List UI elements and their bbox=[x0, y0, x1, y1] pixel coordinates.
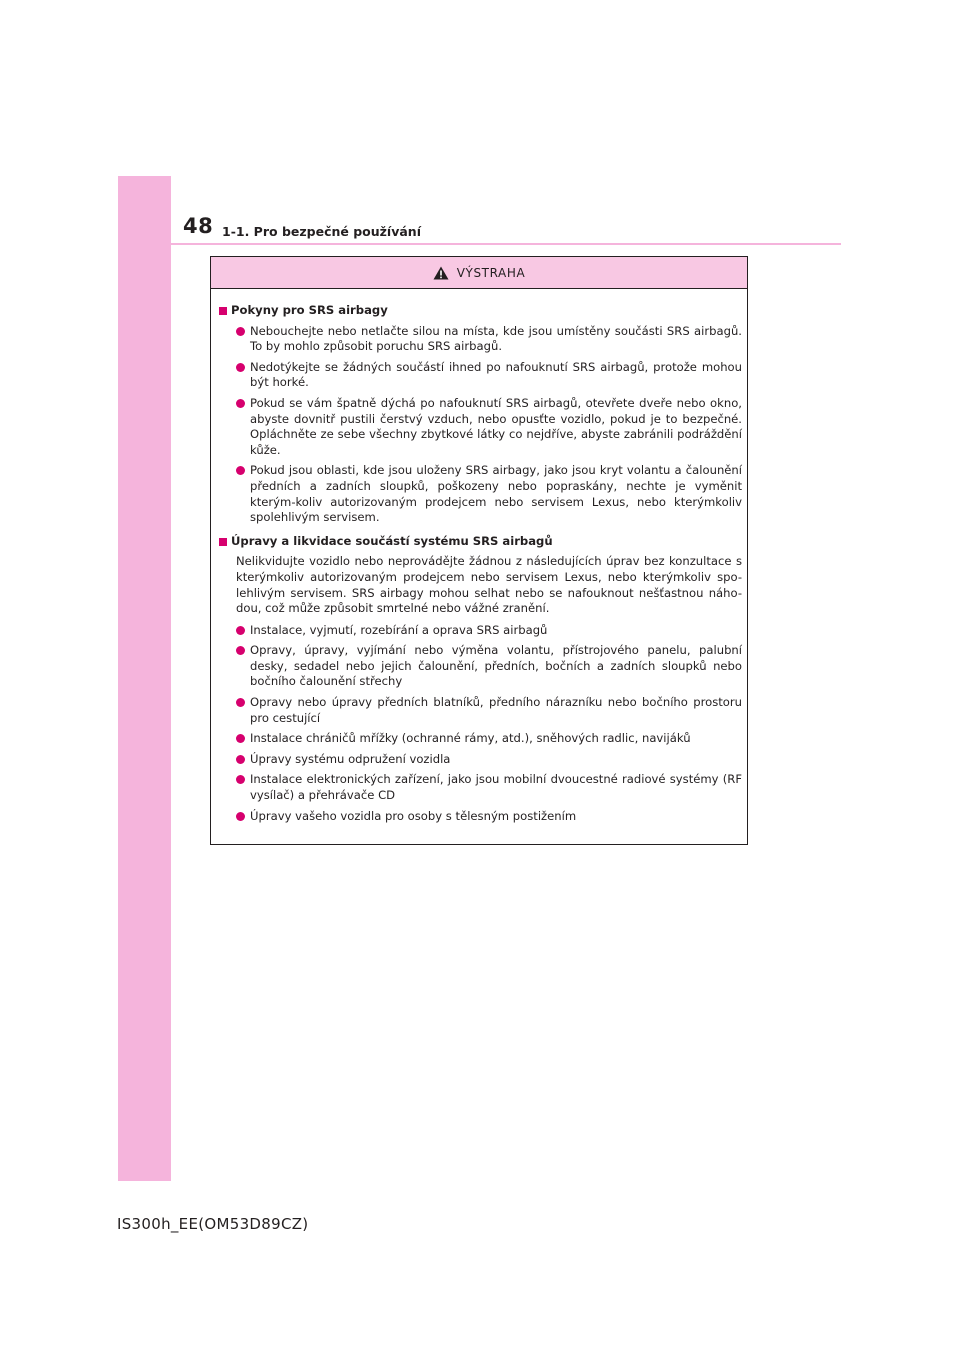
list-item-text: Úpravy vašeho vozidla pro osoby s tělesným postižením bbox=[250, 808, 577, 823]
header-rule bbox=[171, 243, 841, 245]
dot-bullet-icon bbox=[236, 646, 245, 655]
dot-bullet-icon bbox=[236, 626, 245, 635]
list-item bbox=[236, 731, 742, 747]
dot-bullet-icon bbox=[236, 363, 245, 372]
list-item-text: Instalace elektronických zařízení, jako jsou mobilní dvoucestné radiové systémy (RF vysílač) a přehrávače CD bbox=[250, 772, 742, 803]
warning-box bbox=[210, 256, 748, 845]
dot-bullet-icon bbox=[236, 755, 245, 764]
list-item-text: Nebouchejte nebo netlačte silou na místa, kde jsou umístěny součásti SRS airbagů. To by mohlo způsobit poruchu SRS airbagů. bbox=[250, 323, 742, 354]
list-item-text: Instalace, vyjmutí, rozebírání a oprava SRS airbagů bbox=[250, 622, 548, 637]
list-item-text: Opravy, úpravy, vyjímání nebo výměna volantu, přístrojového panelu, palubní desky, sedadel nebo jejich čalounění, předních, bočních a zadních sloupků nebo bočního čalounění střechy bbox=[250, 643, 742, 689]
warning-triangle-icon bbox=[433, 266, 449, 280]
list-item bbox=[236, 752, 742, 768]
list-item bbox=[236, 695, 742, 726]
warning-section-airbags bbox=[219, 303, 742, 526]
document-code: IS300h_EE(OM53D89CZ) bbox=[117, 1215, 309, 1233]
list-item bbox=[236, 396, 742, 458]
dot-bullet-icon bbox=[236, 775, 245, 784]
list-item bbox=[236, 643, 742, 690]
list-item-text: Pokud jsou oblasti, kde jsou uloženy SRS airbagy, jako jsou kryt volantu a čalounění předních a zadních sloupků, poškozeny nebo popraskány, nechte je vyměnit kterým-koliv autorizovaným prodejcem nebo servisem Lexus, nebo kterýmkoliv spolehlivým servisem. bbox=[250, 463, 742, 525]
list-item-text: Instalace chráničů mřížky (ochranné rámy, atd.), sněhových radlic, navijáků bbox=[250, 731, 691, 746]
list-item bbox=[236, 324, 742, 355]
square-bullet-icon bbox=[219, 307, 227, 315]
section-heading-text: Úpravy a likvidace součástí systému SRS airbagů bbox=[231, 533, 553, 548]
list-item bbox=[236, 463, 742, 525]
square-bullet-icon bbox=[219, 538, 227, 546]
warning-body bbox=[211, 289, 747, 824]
list-item bbox=[236, 772, 742, 803]
dot-bullet-icon bbox=[236, 399, 245, 408]
list-item bbox=[236, 623, 742, 639]
warning-title: VÝSTRAHA bbox=[456, 265, 526, 280]
section-title: 1-1. Pro bezpečné používání bbox=[222, 224, 421, 239]
section-paragraph: Nelikvidujte vozidlo nebo neprovádějte žádnou z následujících úprav bez konzultace s kterýmkoliv autorizovaným prodejcem nebo servisem Lexus, nebo kterýmkoliv spo-lehlivým servisem. SRS airbagy mohou selhat nebo se nafouknout nešťastnou náho-dou, což může způsobit smrtelné nebo vážné zranění. bbox=[236, 554, 742, 616]
list-item bbox=[236, 809, 742, 825]
list-item-text: Pokud se vám špatně dýchá po nafouknutí SRS airbagů, otevřete dveře nebo okno, abyste dovnitř pustili čerstvý vzduch, nebo opusťte vozidlo, pokud je to bezpečné. Opláchněte ze sebe všechny zbytkové látky co nejdříve, abyste zabránili podráždění kůže. bbox=[250, 395, 742, 457]
warning-header bbox=[211, 257, 747, 289]
section-heading bbox=[219, 534, 742, 550]
dot-bullet-icon bbox=[236, 734, 245, 743]
list-item-text: Opravy nebo úpravy předních blatníků, předního nárazníku nebo bočního prostoru pro cestující bbox=[250, 695, 742, 725]
side-color-band bbox=[118, 176, 171, 1181]
list-item-text: Nedotýkejte se žádných součástí ihned po nafouknutí SRS airbagů, protože mohou být horké. bbox=[250, 359, 742, 390]
list-item bbox=[236, 360, 742, 391]
dot-bullet-icon bbox=[236, 327, 245, 336]
list-item-text: Úpravy systému odpružení vozidla bbox=[250, 751, 451, 766]
page-number: 48 bbox=[183, 214, 214, 238]
warning-section-modifications bbox=[219, 534, 742, 825]
dot-bullet-icon bbox=[236, 812, 245, 821]
section-heading bbox=[219, 303, 742, 319]
dot-bullet-icon bbox=[236, 466, 245, 475]
dot-bullet-icon bbox=[236, 698, 245, 707]
section-heading-text: Pokyny pro SRS airbagy bbox=[231, 303, 388, 317]
